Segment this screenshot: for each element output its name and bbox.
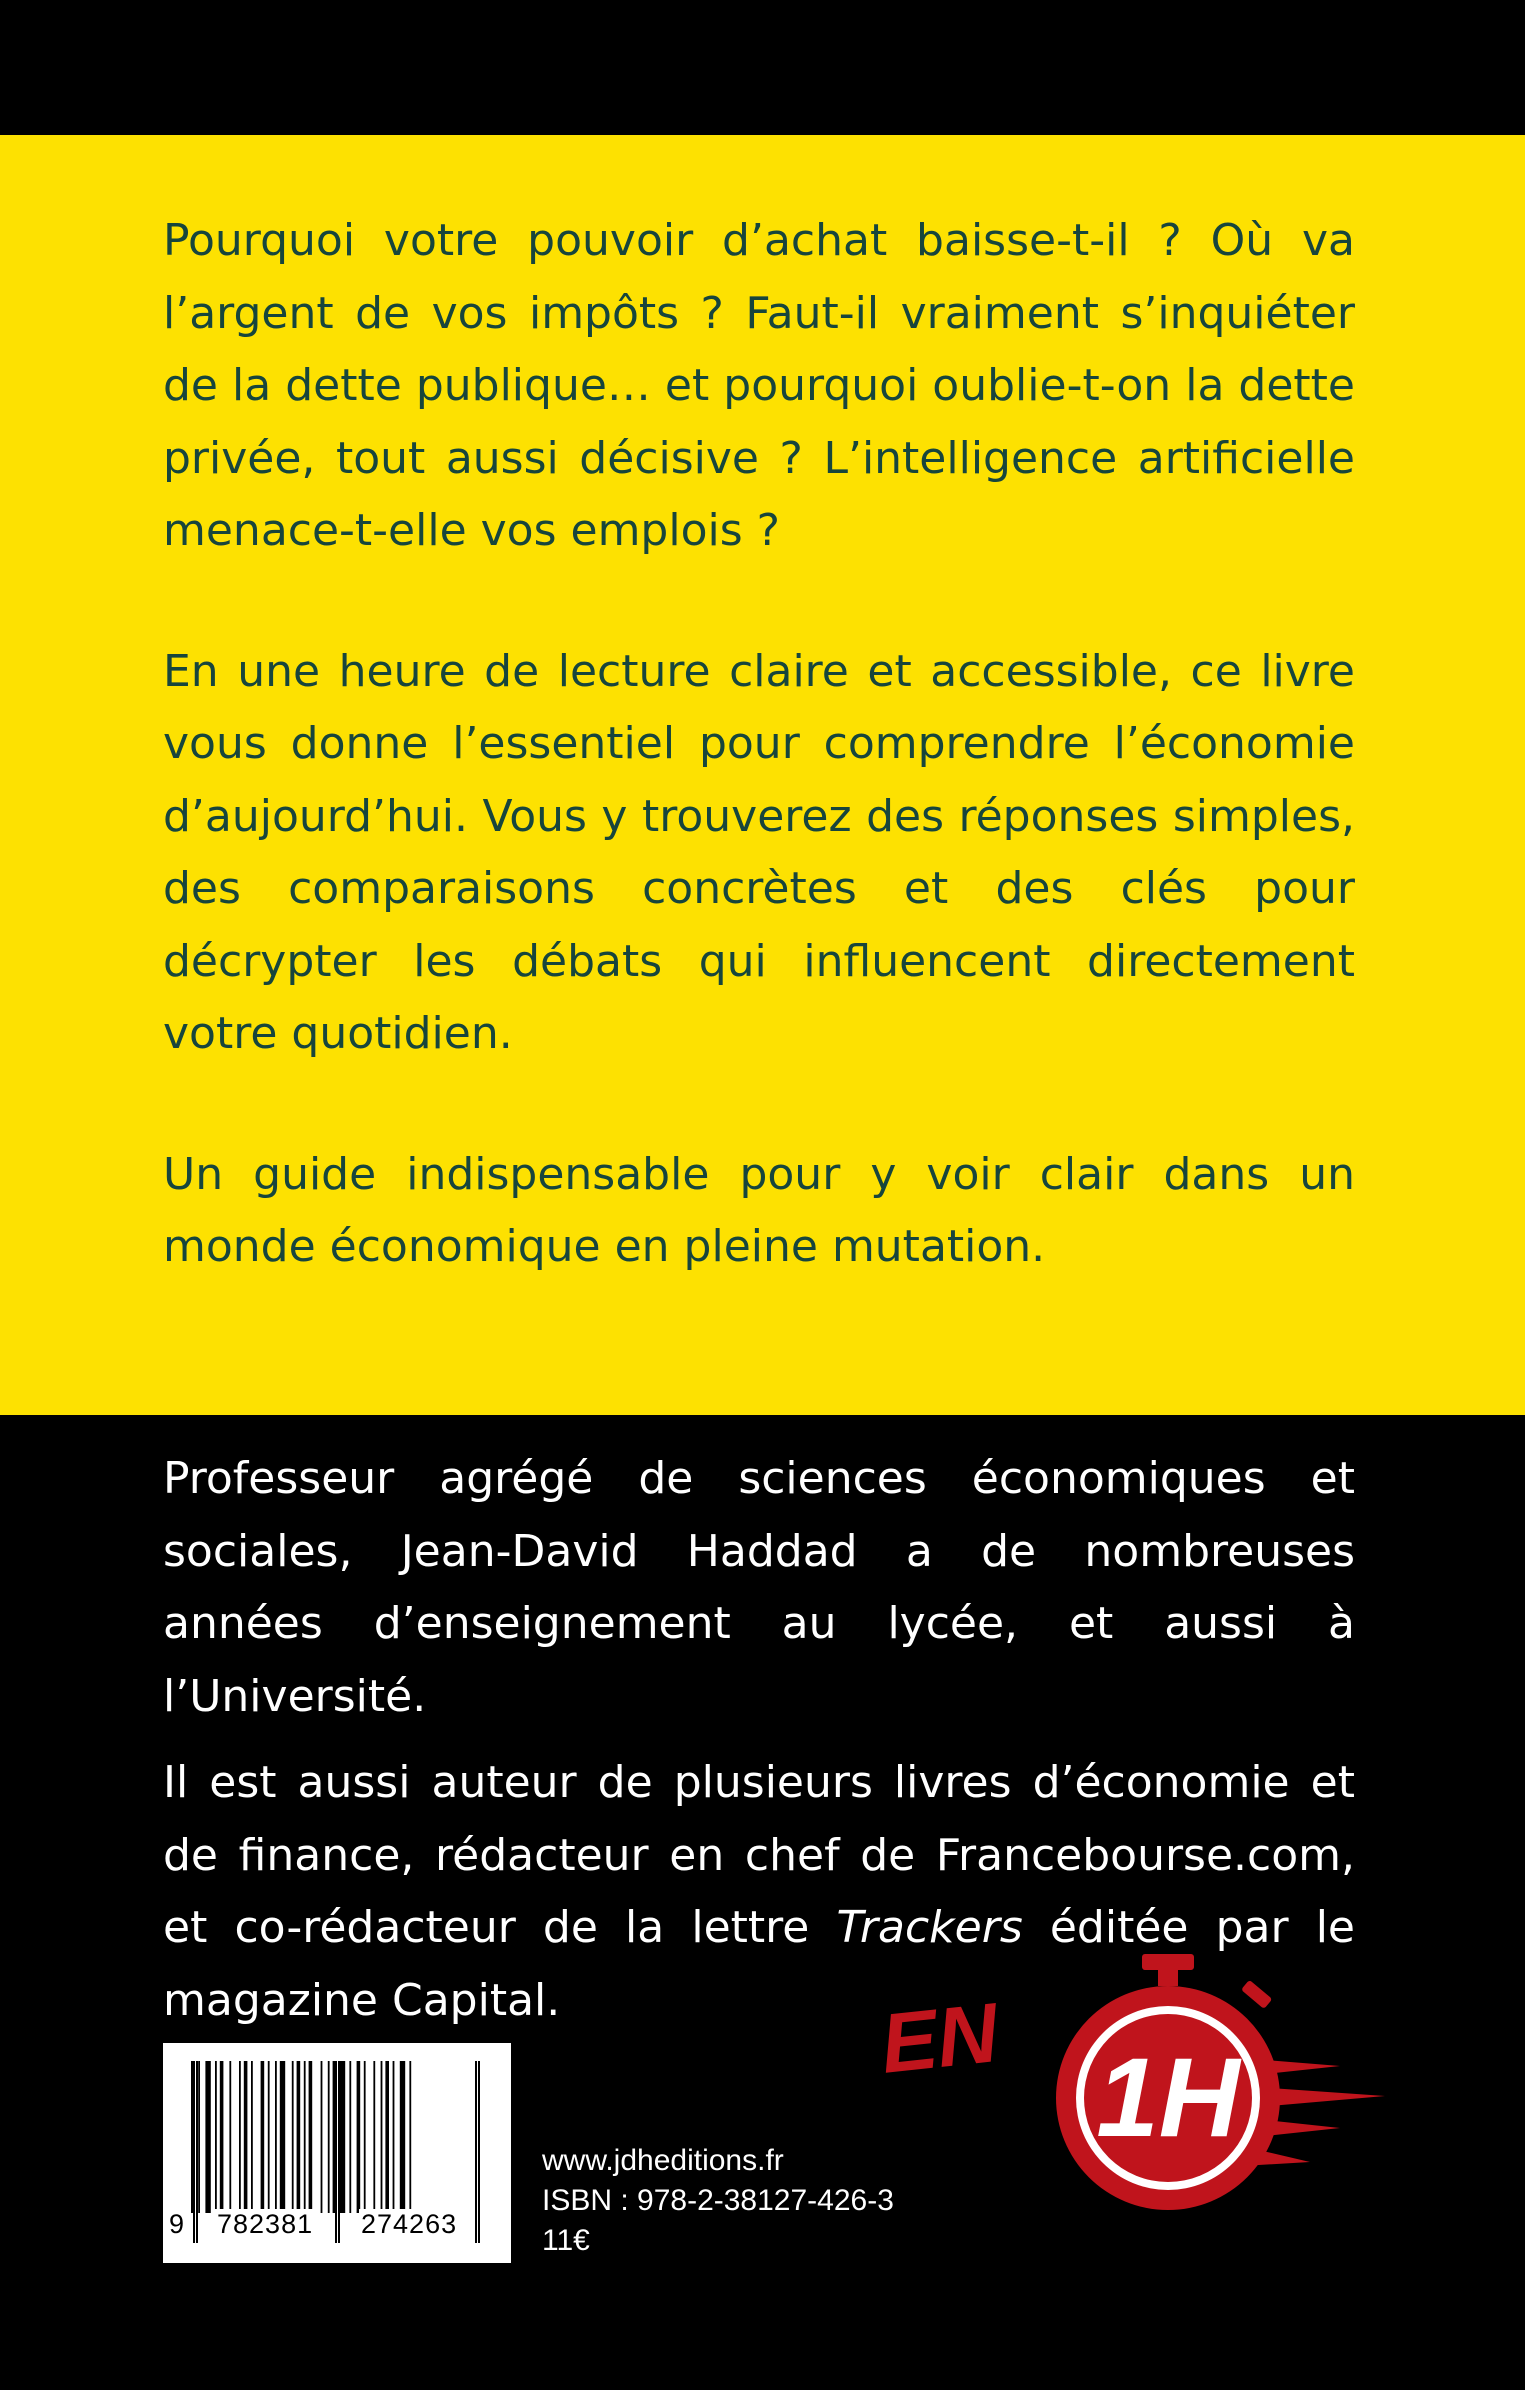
barcode-bar xyxy=(275,2061,277,2213)
top-black-band xyxy=(0,0,1525,135)
barcode-bar xyxy=(229,2061,231,2213)
barcode-bar xyxy=(381,2061,383,2213)
bio-text-before: Il est aussi auteur de plusieurs livres d’économie et de finance, rédacteur en chef de Francebourse.com, et co-rédacteur de la lettre xyxy=(163,1757,1355,1953)
logo-time: 1H xyxy=(1096,2035,1240,2160)
isbn-barcode xyxy=(163,2043,511,2263)
barcode-guard-bar xyxy=(475,2061,477,2243)
barcode-bar xyxy=(220,2061,224,2213)
summary-paragraph-3: Un guide indispensable pour y voir clair dans un monde économique en pleine mutation. xyxy=(163,1148,1355,1272)
barcode-bar xyxy=(328,2061,330,2213)
barcode-bar xyxy=(304,2061,306,2213)
barcode-bar xyxy=(239,2061,241,2213)
barcode-guard-bar xyxy=(338,2061,340,2243)
logo-word: EN xyxy=(876,1985,1003,2091)
barcode-bar xyxy=(393,2061,395,2213)
barcode-bar xyxy=(309,2061,313,2213)
barcode-bar xyxy=(364,2061,366,2213)
summary-paragraph-1: Pourquoi votre pouvoir d’achat baisse-t-il ? Où va l’argent de vos impôts ? Faut-il vraiment s’inquiéter de la dette publique… et pourquoi oublie-t-on la dette privée, tout aussi décisive ? L’intelligence artificielle menace-t-elle vos emplois ? xyxy=(163,215,1355,556)
barcode-guard-bar xyxy=(335,2061,337,2243)
publisher-website[interactable]: www.jdheditions.fr xyxy=(542,2144,784,2177)
barcode-bar xyxy=(373,2061,375,2213)
bio-text-after: éditée par le magazine Capital. xyxy=(163,1902,1355,2026)
barcode-guard-bar xyxy=(196,2061,198,2243)
summary-paragraph-2: En une heure de lecture claire et accessible, ce livre vous donne l’essentiel pour comprendre l’économie d’aujourd’hui. Vous y trouverez des réponses simples, des comparaisons concrètes et des clés pour décrypter les débats qui influencent directement votre quotidien. xyxy=(163,645,1355,1059)
barcode-bar xyxy=(205,2061,210,2213)
bio-paragraph-1: Professeur agrégé de sciences économiques et sociales, Jean-David Haddad a de nombreuses années d’enseignement au lycée, et aussi à l’Université. xyxy=(163,1453,1355,1722)
barcode-bar xyxy=(251,2061,253,2213)
barcode-bar xyxy=(357,2061,361,2213)
price: 11€ xyxy=(542,2224,590,2257)
barcode-bar xyxy=(349,2061,351,2213)
barcode-bar xyxy=(261,2061,265,2213)
barcode-first-digit: 9 xyxy=(169,2209,186,2239)
summary-text xyxy=(163,205,1355,1284)
barcode-bar xyxy=(409,2061,411,2213)
barcode-bar xyxy=(292,2061,294,2213)
barcode-bar xyxy=(215,2061,217,2213)
barcode-bar xyxy=(340,2061,345,2213)
barcode-bar xyxy=(385,2061,389,2213)
barcode-guard-bar xyxy=(193,2061,195,2243)
isbn-number: ISBN : 978-2-38127-426-3 xyxy=(542,2184,894,2217)
barcode-left-digits: 782381 xyxy=(217,2209,314,2239)
barcode-guard-bar xyxy=(478,2061,480,2243)
barcode-bar xyxy=(280,2061,285,2213)
publisher-info xyxy=(542,2141,894,2261)
en-1h-stopwatch-logo xyxy=(870,1948,1390,2248)
barcode-bar xyxy=(297,2061,301,2213)
barcode-right-digits: 274263 xyxy=(361,2209,458,2239)
barcode-bar xyxy=(244,2061,248,2213)
barcode-bar xyxy=(400,2061,405,2213)
bio-newsletter-title: Trackers xyxy=(836,1902,1023,1953)
barcode-bar xyxy=(198,2061,200,2213)
barcode-bar xyxy=(321,2061,323,2213)
barcode-bar xyxy=(268,2061,270,2213)
